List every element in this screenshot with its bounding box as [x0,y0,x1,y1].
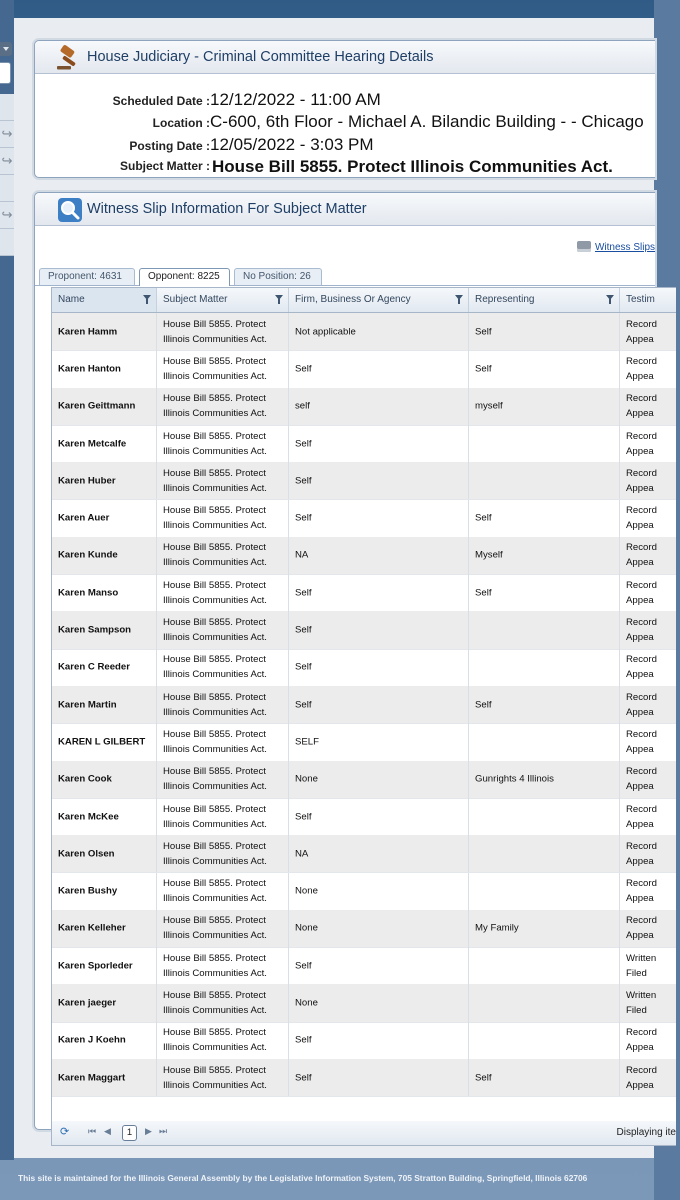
cell-name [52,1059,157,1096]
cell-text: self [295,400,310,412]
table-row[interactable] [52,388,676,426]
table-row[interactable] [52,574,676,612]
cell-subject [157,350,289,387]
cell-rep [469,611,620,648]
arrow-icon: ↪ [1,126,13,141]
posting-date-label: Posting Date : [129,139,210,153]
cell-text: Gunrights 4 Illinois [475,773,554,785]
cell-text: House Bill 5855. Protect Illinois Communities Act. [163,840,267,867]
cell-testimony [620,350,680,387]
posting-date-value: 12/05/2022 - 3:03 PM [210,135,374,154]
cell-firm [289,611,469,648]
cell-rep [469,649,620,686]
cell-firm [289,462,469,499]
cell-text: Record Appea [626,505,657,532]
table-row[interactable] [52,313,676,351]
cell-subject [157,873,289,910]
cell-text: Record Appea [626,579,657,606]
cell-text: Self [475,363,492,375]
cell-text: House Bill 5855. Protect Illinois Communities Act. [163,542,267,569]
cell-name [52,537,157,574]
cell-name [52,500,157,537]
sidebar-button[interactable] [0,175,14,202]
cell-name [52,835,157,872]
witness-grid [51,287,676,1122]
cell-rep [469,723,620,760]
posting-date-row [35,137,210,159]
cell-name [52,574,157,611]
cell-firm [289,313,469,350]
cell-text: House Bill 5855. Protect Illinois Communities Act. [163,579,267,606]
cell-text: Karen Sporleder [58,960,133,972]
subject-matter-label: Subject Matter : [119,159,210,173]
cell-rep [469,574,620,611]
cell-subject [157,910,289,947]
cell-text: Karen Olsen [58,848,115,860]
cell-text: Karen C Reeder [58,661,130,673]
cell-text: Record Appea [626,691,657,718]
cell-text: None [295,773,318,785]
cell-text: House Bill 5855. Protect Illinois Communities Act. [163,654,267,681]
cell-rep [469,1059,620,1096]
cell-name [52,350,157,387]
cell-subject [157,313,289,350]
first-page-icon[interactable]: ⏮ [88,1126,97,1136]
cell-testimony [620,462,680,499]
cell-text: Written Filed [626,990,657,1017]
cell-rep [469,947,620,984]
cell-rep [469,350,620,387]
cell-text: Self [295,811,312,823]
cell-text: Karen Maggart [58,1072,126,1084]
cell-subject [157,686,289,723]
next-page-icon[interactable]: ▶ [145,1126,152,1136]
cell-text: Karen Martin [58,699,117,711]
column-header-label: Testim [626,294,655,305]
gavel-icon [55,45,83,71]
cell-testimony [620,686,680,723]
witness-panel-title: Witness Slip Information For Subject Matter [87,201,367,217]
cell-firm [289,574,469,611]
cell-text: Karen Geittmann [58,400,136,412]
column-header-label: Name [58,294,85,305]
table-row[interactable] [52,984,676,1022]
cell-text: Record Appea [626,430,657,457]
table-row[interactable] [52,723,676,761]
cell-text: Karen J Koehn [58,1034,126,1046]
cell-text: Self [295,512,312,524]
filter-icon[interactable] [143,295,151,300]
cell-text: Self [295,624,312,636]
cell-text: House Bill 5855. Protect Illinois Communities Act. [163,1027,267,1054]
cell-text: Karen Auer [58,512,110,524]
table-row[interactable] [52,835,676,873]
cell-testimony [620,1059,680,1096]
cell-rep [469,835,620,872]
cell-name [52,910,157,947]
arrow-icon: ↪ [1,207,13,222]
cell-subject [157,1059,289,1096]
cell-subject [157,462,289,499]
cell-testimony [620,798,680,835]
cell-text: House Bill 5855. Protect Illinois Communities Act. [163,1064,267,1091]
table-row[interactable] [52,761,676,799]
cell-testimony [620,425,680,462]
cell-text: House Bill 5855. Protect Illinois Communities Act. [163,467,267,494]
scheduled-date-value: 12/12/2022 - 11:00 AM [210,90,381,109]
sidebar-input[interactable] [0,62,11,84]
position-tabs [35,263,655,286]
cell-testimony [620,947,680,984]
cell-text: Record Appea [626,878,657,905]
cell-name [52,462,157,499]
table-row[interactable] [52,873,676,911]
cell-name [52,1022,157,1059]
cell-name [52,611,157,648]
cell-text: Record Appea [626,803,657,830]
cell-firm [289,350,469,387]
cell-text: NA [295,848,309,860]
cell-subject [157,388,289,425]
cell-rep [469,761,620,798]
cell-text: Karen Hamm [58,326,118,338]
cell-text: Self [475,699,492,711]
table-row[interactable] [52,1059,676,1097]
cell-subject [157,723,289,760]
cell-testimony [620,537,680,574]
cell-testimony [620,873,680,910]
cell-subject [157,537,289,574]
cell-text: Self [475,1072,492,1084]
scheduled-date-row [35,92,210,114]
cell-firm [289,649,469,686]
sidebar-button[interactable] [0,202,14,229]
cell-text: Self [295,960,312,972]
table-row[interactable] [52,1022,676,1060]
cell-text: House Bill 5855. Protect Illinois Communities Act. [163,393,267,420]
sidebar-dropdown[interactable] [0,42,12,56]
location-label: Location : [152,116,210,130]
tab-opponent[interactable]: Opponent: 8225 [139,268,230,286]
cell-rep [469,425,620,462]
cell-text: NA [295,549,309,561]
filter-icon[interactable] [275,295,283,300]
cell-firm [289,910,469,947]
footer-text: This site is maintained for the Illinois General Assembly by the Legislative Information System, 705 Stratton Building, Springfield, Illinois 62706 [18,1173,588,1183]
cell-rep [469,686,620,723]
cell-testimony [620,984,680,1021]
cell-rep [469,910,620,947]
cell-text: House Bill 5855. Protect Illinois Communities Act. [163,617,267,644]
cell-rep [469,500,620,537]
cell-name [52,425,157,462]
main-content [14,18,676,1158]
cell-text: Record Appea [626,355,657,382]
cell-text: Karen Huber [58,475,116,487]
cell-firm [289,686,469,723]
witness-panel-header [35,193,655,226]
cell-text: Self [295,1034,312,1046]
cell-testimony [620,649,680,686]
subject-matter-row [35,157,210,179]
cell-rep [469,537,620,574]
witness-slips-print-link[interactable] [577,241,655,253]
cell-name [52,313,157,350]
cell-rep [469,984,620,1021]
cell-text: House Bill 5855. Protect Illinois Communities Act. [163,803,267,830]
cell-text: None [295,997,318,1009]
cell-text: House Bill 5855. Protect Illinois Communities Act. [163,878,267,905]
cell-text: Karen jaeger [58,997,117,1009]
cell-text: Self [295,438,312,450]
cell-testimony [620,574,680,611]
cell-text: Karen Kunde [58,549,118,561]
cell-testimony [620,910,680,947]
sidebar-button[interactable] [0,94,14,121]
prev-page-icon[interactable]: ◀ [104,1126,111,1136]
cell-rep [469,873,620,910]
cell-text: KAREN L GILBERT [58,736,146,748]
cell-firm [289,1059,469,1096]
hearing-panel-header [35,41,655,74]
table-row[interactable] [52,350,676,388]
cell-text: House Bill 5855. Protect Illinois Communities Act. [163,728,267,755]
cell-subject [157,798,289,835]
table-row[interactable] [52,947,676,985]
cell-firm [289,388,469,425]
table-row[interactable] [52,611,676,649]
cell-text: House Bill 5855. Protect Illinois Communities Act. [163,430,267,457]
cell-testimony [620,761,680,798]
cell-text: Not applicable [295,326,356,338]
cell-text: Karen Kelleher [58,922,126,934]
cell-subject [157,649,289,686]
hearing-details-panel [34,40,655,178]
cell-text: Self [295,587,312,599]
column-header-subject[interactable] [157,288,289,312]
cell-testimony [620,723,680,760]
location-row [35,114,210,136]
refresh-icon[interactable]: ⟳ [60,1126,70,1138]
cell-firm [289,537,469,574]
column-header-firm[interactable] [289,288,469,312]
cell-subject [157,425,289,462]
cell-rep [469,388,620,425]
cell-rep [469,462,620,499]
cell-text: Karen Bushy [58,885,118,897]
column-header-label: Representing [475,294,535,305]
cell-text: Self [475,326,492,338]
cell-text: Written Filed [626,952,657,979]
cell-text: Karen Cook [58,773,112,785]
cell-rep [469,313,620,350]
cell-text: Self [295,475,312,487]
cell-subject [157,1022,289,1059]
table-row[interactable] [52,910,676,948]
cell-text: Self [295,1072,312,1084]
cell-firm [289,947,469,984]
cell-text: None [295,922,318,934]
cell-firm [289,984,469,1021]
table-row[interactable] [52,425,676,463]
cell-text: SELF [295,736,319,748]
cell-text: Record Appea [626,1027,657,1054]
cell-text: Karen Manso [58,587,119,599]
cell-text: Record Appea [626,318,657,345]
cell-text: House Bill 5855. Protect Illinois Communities Act. [163,691,267,718]
witness-slip-panel [34,192,676,1138]
cell-text: Record Appea [626,766,657,793]
table-row[interactable] [52,537,676,575]
filter-icon[interactable] [606,295,614,300]
grid-header [52,288,676,313]
filter-icon[interactable] [455,295,463,300]
cell-text: Self [295,699,312,711]
sidebar-button[interactable] [0,229,14,256]
cell-firm [289,761,469,798]
cell-firm [289,798,469,835]
cell-text: Record Appea [626,840,657,867]
column-header-label: Firm, Business Or Agency [295,294,411,305]
cell-text: myself [475,400,503,412]
printer-icon [577,241,591,252]
cell-name [52,761,157,798]
table-row[interactable] [52,686,676,724]
left-sidebar [0,38,14,268]
cell-text: House Bill 5855. Protect Illinois Communities Act. [163,952,267,979]
cell-testimony [620,835,680,872]
cell-name [52,798,157,835]
cell-name [52,984,157,1021]
column-header-representing[interactable] [469,288,620,312]
cell-text: House Bill 5855. Protect Illinois Communities Act. [163,990,267,1017]
cell-rep [469,1022,620,1059]
cell-firm [289,873,469,910]
table-row[interactable] [52,798,676,836]
page-number-input[interactable]: 1 [122,1125,137,1141]
column-header-name[interactable] [52,288,157,312]
cell-subject [157,500,289,537]
tab-no-position[interactable]: No Position: 26 [234,268,322,285]
cell-text: House Bill 5855. Protect Illinois Communities Act. [163,318,267,345]
arrow-icon: ↪ [1,153,13,168]
cell-text: Self [295,363,312,375]
cell-firm [289,500,469,537]
cell-text: Record Appea [626,654,657,681]
cell-text: Record Appea [626,467,657,494]
cell-text: Self [295,661,312,673]
displaying-items-text: Displaying ite [616,1127,676,1138]
table-row[interactable] [52,649,676,687]
hearing-panel-title: House Judiciary - Criminal Committee Hearing Details [87,49,434,65]
cell-subject [157,761,289,798]
cell-testimony [620,500,680,537]
cell-subject [157,984,289,1021]
magnifier-icon [57,197,83,223]
column-header-label: Subject Matter [163,294,228,305]
cell-name [52,723,157,760]
cell-text: Record Appea [626,542,657,569]
cell-text: Myself [475,549,503,561]
cell-name [52,388,157,425]
cell-text: Karen Sampson [58,624,132,636]
sidebar-button[interactable] [0,121,14,148]
cell-text: Self [475,512,492,524]
cell-text: Record Appea [626,728,657,755]
tab-proponent[interactable]: Proponent: 4631 [39,268,135,285]
cell-text: House Bill 5855. Protect Illinois Communities Act. [163,766,267,793]
cell-testimony [620,611,680,648]
cell-text: None [295,885,318,897]
cell-text: House Bill 5855. Protect Illinois Communities Act. [163,505,267,532]
witness-slips-link-text: Witness Slips [594,242,655,253]
sidebar-button[interactable] [0,148,14,175]
cell-text: Record Appea [626,617,657,644]
cell-subject [157,574,289,611]
cell-text: Record Appea [626,393,657,420]
column-header-testimony[interactable] [620,288,680,312]
cell-text: Record Appea [626,915,657,942]
cell-text: My Family [475,922,519,934]
cell-subject [157,611,289,648]
cell-subject [157,835,289,872]
cell-subject [157,947,289,984]
last-page-icon[interactable]: ⏭ [159,1126,168,1136]
cell-firm [289,835,469,872]
location-value: C-600, 6th Floor - Michael A. Bilandic Building - - Chicago [210,112,644,131]
cell-firm [289,723,469,760]
cell-text: House Bill 5855. Protect Illinois Communities Act. [163,355,267,382]
cell-text: Self [475,587,492,599]
cell-firm [289,425,469,462]
cell-name [52,947,157,984]
grid-pager [51,1121,676,1146]
cell-name [52,686,157,723]
cell-text: Karen Metcalfe [58,438,127,450]
cell-testimony [620,313,680,350]
cell-name [52,649,157,686]
cell-text: Karen Hanton [58,363,121,375]
table-row[interactable] [52,462,676,500]
cell-testimony [620,388,680,425]
subject-matter-value: House Bill 5855. Protect Illinois Communities Act. [212,157,613,176]
cell-firm [289,1022,469,1059]
cell-testimony [620,1022,680,1059]
scheduled-date-label: Scheduled Date : [112,94,210,108]
cell-text: House Bill 5855. Protect Illinois Communities Act. [163,915,267,942]
cell-name [52,873,157,910]
cell-text: Karen McKee [58,811,119,823]
cell-text: Record Appea [626,1064,657,1091]
table-row[interactable] [52,500,676,538]
cell-rep [469,798,620,835]
